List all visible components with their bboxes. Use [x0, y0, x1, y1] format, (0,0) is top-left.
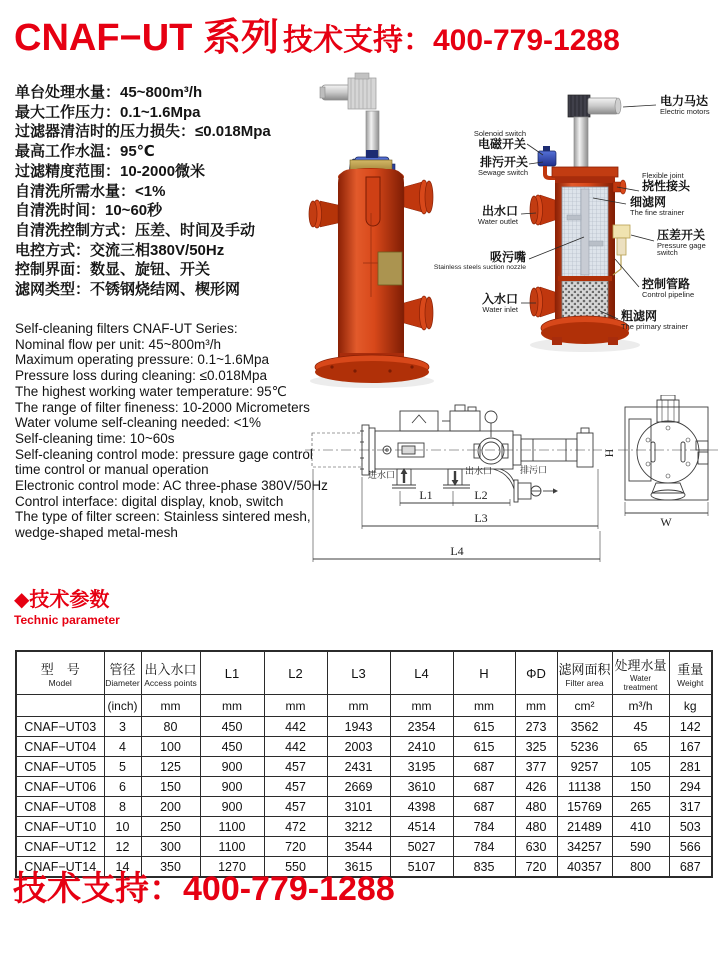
cell: m³/h [612, 695, 669, 717]
cell: 200 [141, 797, 200, 817]
cell: mm [264, 695, 327, 717]
cell: 3544 [327, 837, 390, 857]
drawing-label-outlet: 出水口 [465, 466, 493, 476]
cell: 687 [453, 777, 515, 797]
cell-model: CNAF−UT03 [16, 717, 104, 737]
cell: 5 [104, 757, 141, 777]
cell: 687 [669, 857, 712, 878]
label-solenoid-switch [438, 130, 526, 150]
cell: 3 [104, 717, 141, 737]
cell: 15769 [557, 797, 612, 817]
col-header: 出入水口 Access points [141, 651, 200, 695]
cell: 100 [141, 737, 200, 757]
cell: 687 [453, 797, 515, 817]
label-pressure-gage-switch [657, 229, 725, 257]
label-en: Pressure gage switch [657, 240, 706, 258]
cell: 1943 [327, 717, 390, 737]
cell: 281 [669, 757, 712, 777]
cell: 377 [515, 757, 557, 777]
spec-line: The type of filter screen: Stainless sintered mesh, [15, 509, 311, 525]
label-en: Electric motors [660, 106, 710, 116]
label-sewage-switch [438, 156, 528, 176]
cell: 142 [669, 717, 712, 737]
cell-model: CNAF−UT08 [16, 797, 104, 817]
dim-W: W [660, 515, 672, 529]
cell: 14 [104, 857, 141, 878]
cell: 317 [669, 797, 712, 817]
table-header-row [16, 651, 712, 695]
label-fine-strainer [630, 196, 710, 216]
label-en: Stainless steels suction nozzle [433, 263, 526, 271]
cell: 12 [104, 837, 141, 857]
cell: mm [390, 695, 453, 717]
cell: 3615 [327, 857, 390, 878]
section-title: ◆技术参数 [14, 589, 110, 611]
cell: 4398 [390, 797, 453, 817]
label-flexible-joint [642, 172, 712, 192]
cell: 3610 [390, 777, 453, 797]
cell: 3212 [327, 817, 390, 837]
dim-L1: L1 [419, 488, 433, 502]
cell: 265 [612, 797, 669, 817]
cell [16, 695, 104, 717]
label-water-inlet [448, 293, 518, 313]
cell: 2669 [327, 777, 390, 797]
cell: mm [141, 695, 200, 717]
cell: 503 [669, 817, 712, 837]
col-header: 滤网面积 Filter area [557, 651, 612, 695]
table-row [16, 737, 712, 757]
label-cn: 电力马达 [660, 94, 709, 108]
spec-line: 过滤器清洁时的压力损失：≤0.018Mpa [15, 123, 271, 141]
dim-L2: L2 [474, 488, 488, 502]
cell: (inch) [104, 695, 141, 717]
cell: 480 [515, 817, 557, 837]
label-en: Sewage switch [477, 167, 528, 177]
cell: 410 [612, 817, 669, 837]
cell: 273 [515, 717, 557, 737]
label-en: Flexible joint [642, 171, 684, 180]
dim-L3: L3 [474, 511, 488, 525]
page-header [14, 6, 620, 61]
cell: 457 [264, 797, 327, 817]
cell: 630 [515, 837, 557, 857]
drawing-label-sewage: 排污口 [520, 465, 548, 475]
label-suction-nozzle [416, 251, 526, 271]
cell: 105 [612, 757, 669, 777]
label-en: Water outlet [477, 216, 518, 226]
cell-model: CNAF−UT10 [16, 817, 104, 837]
label-cn: 吸污嘴 [489, 250, 526, 264]
cell: 150 [141, 777, 200, 797]
cell: 325 [515, 737, 557, 757]
cell: 167 [669, 737, 712, 757]
label-cn: 挠性接头 [642, 178, 691, 193]
spec-line: time control or manual operation [15, 462, 209, 478]
cell: 835 [453, 857, 515, 878]
spec-line: 滤网类型：不锈钢烧结网、楔形网 [15, 281, 241, 299]
cell: 2431 [327, 757, 390, 777]
cell: 21489 [557, 817, 612, 837]
cell: 11138 [557, 777, 612, 797]
label-control-pipeline [642, 278, 712, 298]
spec-line: Pressure loss during cleaning: ≤0.018Mpa [15, 368, 268, 384]
technic-parameter-section [14, 583, 120, 627]
cell: 457 [264, 757, 327, 777]
cell: 472 [264, 817, 327, 837]
cell-model: CNAF−UT04 [16, 737, 104, 757]
cell: 900 [200, 797, 264, 817]
table-row [16, 757, 712, 777]
label-water-outlet [448, 205, 518, 225]
cell: 5027 [390, 837, 453, 857]
table-row [16, 717, 712, 737]
cell: 480 [515, 797, 557, 817]
cell: 1100 [200, 837, 264, 857]
label-cn: 控制管路 [642, 277, 691, 291]
cell: mm [327, 695, 390, 717]
label-cn: 排污开关 [479, 155, 528, 169]
dimension-drawing [300, 395, 725, 580]
cell: 300 [141, 837, 200, 857]
cell: 457 [264, 777, 327, 797]
cell-model: CNAF−UT14 [16, 857, 104, 878]
cell: kg [669, 695, 712, 717]
cell: 125 [141, 757, 200, 777]
col-header: L4 [390, 651, 453, 695]
spec-line: Water volume self-cleaning needed: <1% [15, 415, 262, 431]
support-phone-top: 技术支持：400-779-1288 [282, 24, 620, 57]
table-row [16, 777, 712, 797]
label-cn: 粗滤网 [621, 309, 658, 323]
spec-line: 电控方式：交流三相380V/50Hz [15, 241, 225, 259]
parameters-table-wrap [15, 650, 713, 878]
cell: 3195 [390, 757, 453, 777]
spec-line: 自清洗控制方式：压差、时间及手动 [15, 221, 256, 239]
col-header: L2 [264, 651, 327, 695]
cell: 2410 [390, 737, 453, 757]
label-cn: 入水口 [481, 292, 518, 306]
cell: 720 [264, 837, 327, 857]
cell: 450 [200, 717, 264, 737]
dim-L4: L4 [450, 544, 464, 558]
col-header: L3 [327, 651, 390, 695]
cell: 9257 [557, 757, 612, 777]
cell: mm [515, 695, 557, 717]
cell: 10 [104, 817, 141, 837]
table-row [16, 797, 712, 817]
cell: 900 [200, 757, 264, 777]
cell: mm [200, 695, 264, 717]
cell: 784 [453, 817, 515, 837]
label-cn: 出水口 [481, 204, 518, 218]
table-row [16, 837, 712, 857]
cell: 250 [141, 817, 200, 837]
cell: 150 [612, 777, 669, 797]
cell: 442 [264, 737, 327, 757]
spec-line: 自清洗时间：10~60秒 [15, 202, 163, 220]
cell: 5236 [557, 737, 612, 757]
label-cn: 电磁开关 [477, 136, 526, 151]
cell: 4514 [390, 817, 453, 837]
cell: 720 [515, 857, 557, 878]
cell: 784 [453, 837, 515, 857]
cell-model: CNAF−UT05 [16, 757, 104, 777]
label-electric-motor [660, 95, 724, 115]
dim-H: H [602, 448, 616, 458]
cell: 1100 [200, 817, 264, 837]
cell: 2003 [327, 737, 390, 757]
spec-line: 自清洗所需水量：<1% [15, 182, 166, 200]
spec-line: Self-cleaning control mode: pressure gage control [15, 446, 313, 462]
section-subtitle: Technic parameter [14, 613, 120, 627]
spec-line: The range of filter fineness: 10-2000 Micrometers [15, 399, 310, 415]
label-en: Control pipeline [642, 289, 695, 299]
col-header: ΦD [515, 651, 557, 695]
cell: 5107 [390, 857, 453, 878]
label-primary-strainer [621, 310, 711, 330]
cell: 900 [200, 777, 264, 797]
spec-line: Self-cleaning filters CNAF-UT Series: [15, 321, 238, 336]
series-title: CNAF−UT 系列 [14, 17, 279, 59]
spec-line: 最高工作水温：95℃ [15, 143, 155, 161]
cell: 45 [612, 717, 669, 737]
label-en: The fine strainer [630, 207, 685, 217]
table-row [16, 817, 712, 837]
cell: 615 [453, 737, 515, 757]
support-phone-bottom: 技术支持：400-779-1288 [13, 870, 395, 908]
spec-line: 最大工作压力：0.1~1.6Mpa [15, 103, 201, 121]
cell: 80 [141, 717, 200, 737]
cell: 426 [515, 777, 557, 797]
cell: 1270 [200, 857, 264, 878]
cell: 450 [200, 737, 264, 757]
spec-line: 过滤精度范围：10-2000微米 [15, 162, 206, 180]
cell: 40357 [557, 857, 612, 878]
cell: 3562 [557, 717, 612, 737]
col-header: H [453, 651, 515, 695]
spec-line: Maximum operating pressure: 0.1~1.6Mpa [15, 352, 270, 368]
cell: 350 [141, 857, 200, 878]
drawing-label-inlet: 进水口 [368, 470, 396, 480]
cell: 566 [669, 837, 712, 857]
cell: 615 [453, 717, 515, 737]
spec-line: Electronic control mode: AC three-phase 380V/50Hz [15, 478, 328, 494]
spec-line: 控制界面：数显、旋钮、开关 [15, 261, 211, 279]
spec-list-english [15, 321, 345, 541]
spec-line: Control interface: digital display, knob, switch [15, 493, 284, 509]
cell: 4 [104, 737, 141, 757]
cell: 3101 [327, 797, 390, 817]
col-header: L1 [200, 651, 264, 695]
col-header: 处理水量 Water treatment [612, 651, 669, 695]
filter-vessel-photo [309, 73, 434, 388]
cell: 6 [104, 777, 141, 797]
spec-line: Nominal flow per unit: 45~800m³/h [15, 336, 221, 352]
cell: 687 [453, 757, 515, 777]
cell: 800 [612, 857, 669, 878]
label-cn: 压差开关 [657, 228, 706, 242]
table-units-row [16, 695, 712, 717]
cell-model: CNAF−UT06 [16, 777, 104, 797]
spec-line: The highest working water temperature: 95℃ [15, 383, 287, 399]
cell: 590 [612, 837, 669, 857]
cell: cm² [557, 695, 612, 717]
col-header: 管径 Diameter [104, 651, 141, 695]
label-en: The primary strainer [621, 321, 689, 331]
label-en: Water inlet [482, 304, 518, 314]
cell: 294 [669, 777, 712, 797]
cell-model: CNAF−UT12 [16, 837, 104, 857]
cell: 550 [264, 857, 327, 878]
spec-line: Self-cleaning time: 10~60s [15, 430, 175, 446]
col-header: 重量 Weight [669, 651, 712, 695]
spec-list-chinese [15, 83, 335, 300]
label-en: Solenoid switch [473, 129, 526, 138]
spec-line: 单台处理水量：45~800m³/h [15, 84, 203, 101]
label-cn: 细滤网 [630, 195, 667, 209]
col-header: 型 号 Model [16, 651, 104, 695]
parameters-table [15, 650, 713, 878]
cell: mm [453, 695, 515, 717]
cell: 442 [264, 717, 327, 737]
cell: 8 [104, 797, 141, 817]
cell: 34257 [557, 837, 612, 857]
cell: 2354 [390, 717, 453, 737]
spec-line: wedge-shaped metal-mesh [15, 525, 178, 541]
cell: 65 [612, 737, 669, 757]
